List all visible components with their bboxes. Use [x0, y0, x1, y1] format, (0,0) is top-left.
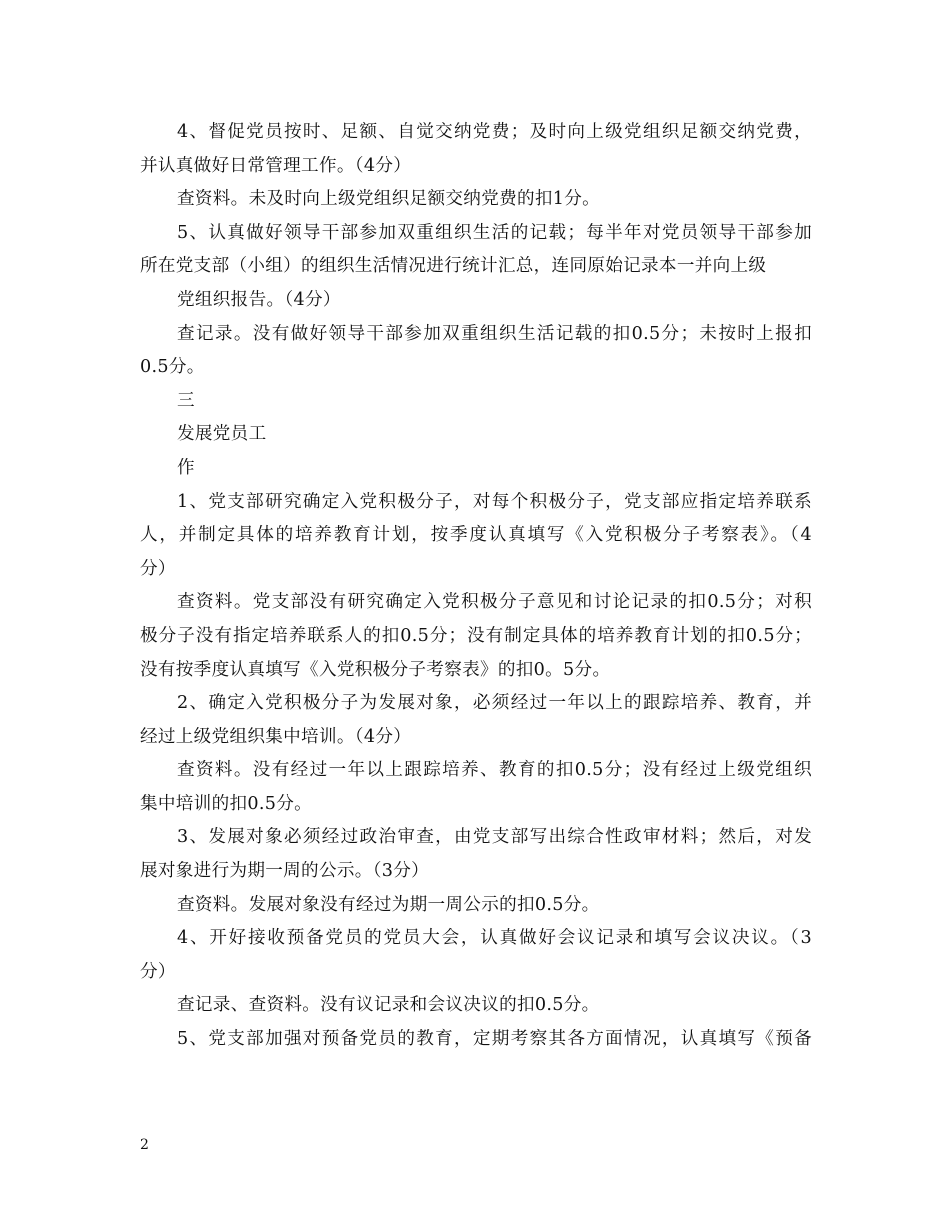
text-line: 2、确定入党积极分子为发展对象，必须经过一年以上的跟踪培养、教育，并	[177, 693, 812, 714]
text-line: 极分子没有指定培养联系人的扣0.5分；没有制定具体的培养教育计划的扣0.5分；	[140, 625, 812, 646]
text-line: 作	[177, 457, 195, 478]
text-line: 5、党支部加强对预备党员的教育，定期考察其各方面情况，认真填写《预备	[177, 1029, 812, 1050]
text-line: 4、开好接收预备党员的党员大会，认真做好会议记录和填写会议决议。（3	[177, 928, 812, 949]
text-line: 三	[177, 390, 195, 411]
document-body	[140, 116, 812, 1057]
text-line: 分）	[140, 961, 176, 982]
text-line: 查记录。没有做好领导干部参加双重组织生活记载的扣0.5分；未按时上报扣	[177, 323, 812, 344]
text-line: 并认真做好日常管理工作。（4分）	[140, 155, 412, 176]
text-line: 分）	[140, 558, 176, 579]
text-line: 党组织报告。（4分）	[177, 289, 341, 310]
text-line: 集中培训的扣0.5分。	[140, 793, 313, 814]
text-line: 查资料。没有经过一年以上跟踪培养、教育的扣0.5分；没有经过上级党组织	[177, 760, 812, 781]
text-line: 查资料。党支部没有研究确定入党积极分子意见和讨论记录的扣0.5分；对积	[177, 592, 812, 613]
text-line: 0.5分。	[140, 357, 205, 378]
text-line: 查资料。发展对象没有经过为期一周公示的扣0.5分。	[177, 894, 600, 915]
text-line: 经过上级党组织集中培训。（4分）	[140, 726, 412, 747]
text-line: 人，并制定具体的培养教育计划，按季度认真填写《入党积极分子考察表》。（4	[140, 525, 812, 546]
page-number: 2	[140, 1137, 149, 1153]
text-line: 查记录、查资料。没有议记录和会议决议的扣0.5分。	[177, 995, 600, 1016]
text-line: 3、发展对象必须经过政治审查，由党支部写出综合性政审材料；然后，对发	[177, 827, 812, 848]
text-line: 1、党支部研究确定入党积极分子，对每个积极分子，党支部应指定培养联系	[177, 491, 812, 512]
text-line: 查资料。未及时向上级党组织足额交纳党费的扣1分。	[177, 189, 601, 210]
text-line: 所在党支部（小组）的组织生活情况进行统计汇总，连同原始记录本一并向上级	[140, 256, 767, 277]
text-line: 展对象进行为期一周的公示。（3分）	[140, 861, 429, 882]
text-line: 5、认真做好领导干部参加双重组织生活的记载；每半年对党员领导干部参加	[177, 222, 812, 243]
text-line: 发展党员工	[177, 424, 267, 445]
text-line: 没有按季度认真填写《入党积极分子考察表》的扣0。5分。	[140, 659, 611, 680]
text-line: 4、督促党员按时、足额、自觉交纳党费；及时向上级党组织足额交纳党费，	[177, 122, 812, 142]
